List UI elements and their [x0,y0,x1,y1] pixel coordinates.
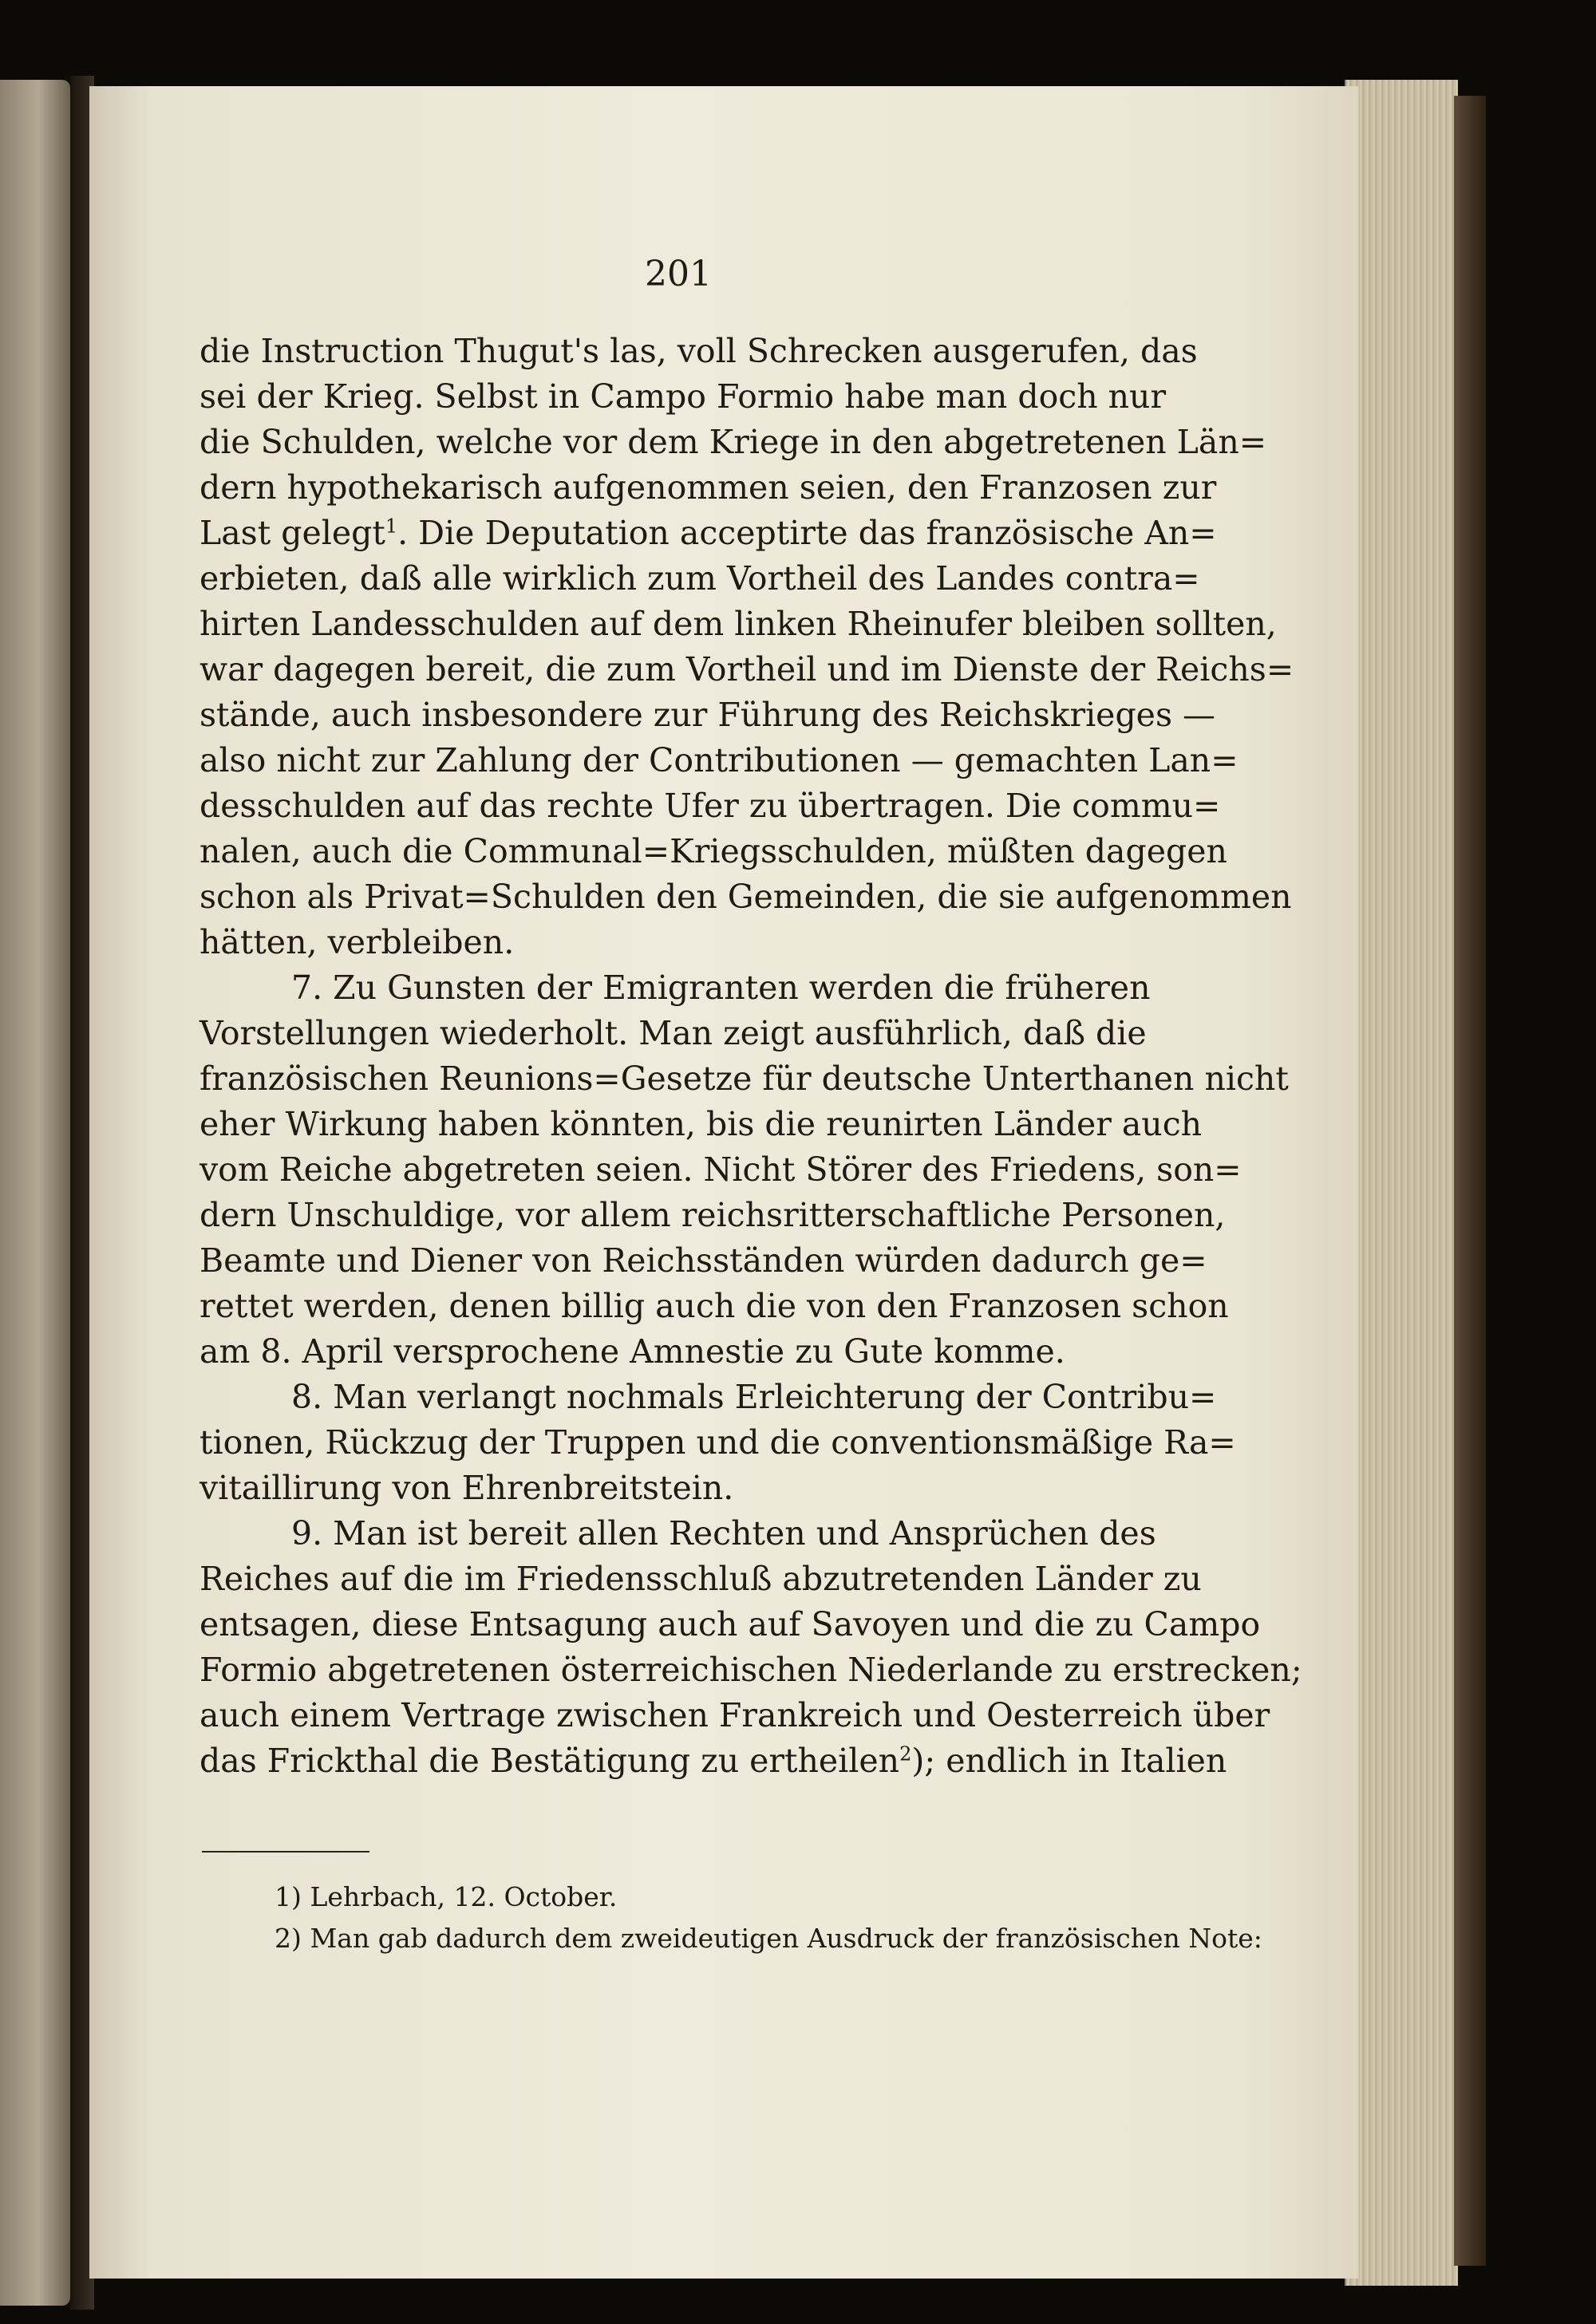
text-line: 7. Zu Gunsten der Emigranten werden die früheren [291,969,1151,1007]
text-line: Vorstellungen wiederholt. Man zeigt ausführlich, daß die [200,1014,1147,1052]
footnotes [275,1876,1262,1959]
text-line: Beamte und Diener von Reichsständen würden dadurch ge= [200,1241,1207,1280]
body-text [200,329,1302,1784]
footnote-ref: 2 [899,1742,912,1766]
footnote-rule [202,1851,369,1852]
text-line: desschulden auf das rechte Ufer zu übertragen. Die commu= [200,787,1221,825]
text-line: dern Unschuldige, vor allem reichsritterschaftliche Personen, [200,1196,1226,1234]
text-line: stände, auch insbesondere zur Führung des Reichskrieges — [200,696,1216,734]
text-line: die Schulden, welche vor dem Kriege in den abgetretenen Län= [200,423,1267,461]
text-line: eher Wirkung haben könnten, bis die reunirten Länder auch [200,1105,1203,1143]
text-line: auch einem Vertrage zwischen Frankreich und Oesterreich über [200,1696,1270,1734]
text-line: am 8. April versprochene Amnestie zu Gute komme. [200,1332,1065,1371]
text-line: Last gelegt$^1$. Die Deputation acceptirte das französische An= [200,514,1217,552]
text-line: die Instruction Thugut's las, voll Schrecken ausgerufen, das [200,332,1198,370]
text-line: vitaillirung von Ehrenbreitstein. [200,1469,734,1507]
page-stack-edges [1345,80,1458,2286]
text-line: hirten Landesschulden auf dem linken Rheinufer bleiben sollten, [200,605,1277,643]
text-line: 8. Man verlangt nochmals Erleichterung der Contribu= [291,1378,1217,1416]
footnote [275,1918,1262,1959]
text-line: Formio abgetretenen österreichischen Niederlande zu erstrecken; [200,1651,1302,1689]
text-line: rettet werden, denen billig auch die von den Franzosen schon [200,1287,1229,1325]
text-line: das Frickthal die Bestätigung zu ertheilen$^2$); endlich in Italien [200,1742,1227,1780]
text-line: schon als Privat=Schulden den Gemeinden, die sie aufgenommen [200,878,1292,916]
text-line: französischen Reunions=Gesetze für deutsche Unterthanen nicht [200,1059,1289,1098]
book-cover-edge [1454,96,1486,2266]
footnote-text: Lehrbach, 12. October. [310,1881,618,1912]
text-line: Reiches auf die im Friedensschluß abzutretenden Länder zu [200,1560,1202,1598]
text-line: war dagegen bereit, die zum Vortheil und im Dienste der Reichs= [200,650,1294,689]
text-line: vom Reiche abgetreten seien. Nicht Störer des Friedens, son= [200,1150,1242,1189]
text-line: tionen, Rückzug der Truppen und die conventionsmäßige Ra= [200,1423,1236,1462]
text-line: also nicht zur Zahlung der Contributionen — gemachten Lan= [200,741,1238,779]
footnote-text: Man gab dadurch dem zweideutigen Ausdruck der französischen Note: [310,1923,1262,1954]
text-line: dern hypothekarisch aufgenommen seien, den Franzosen zur [200,468,1217,507]
left-page-edge [0,80,70,2306]
footnote-mark: 1) [275,1881,302,1912]
text-line: erbieten, daß alle wirklich zum Vortheil des Landes contra= [200,559,1200,598]
text-line: hätten, verbleiben. [200,923,515,961]
footnote-ref: 1 [385,515,398,538]
footnote [275,1876,1133,1918]
text-line: entsagen, diese Entsagung auch auf Savoyen und die zu Campo [200,1605,1261,1643]
page-number: 201 [645,254,712,294]
text-line: sei der Krieg. Selbst in Campo Formio habe man doch nur [200,377,1167,416]
footnote-mark: 2) [275,1923,302,1954]
text-line: nalen, auch die Communal=Kriegsschulden, müßten dagegen [200,832,1227,870]
text-line: 9. Man ist bereit allen Rechten und Ansprüchen des [291,1514,1156,1553]
